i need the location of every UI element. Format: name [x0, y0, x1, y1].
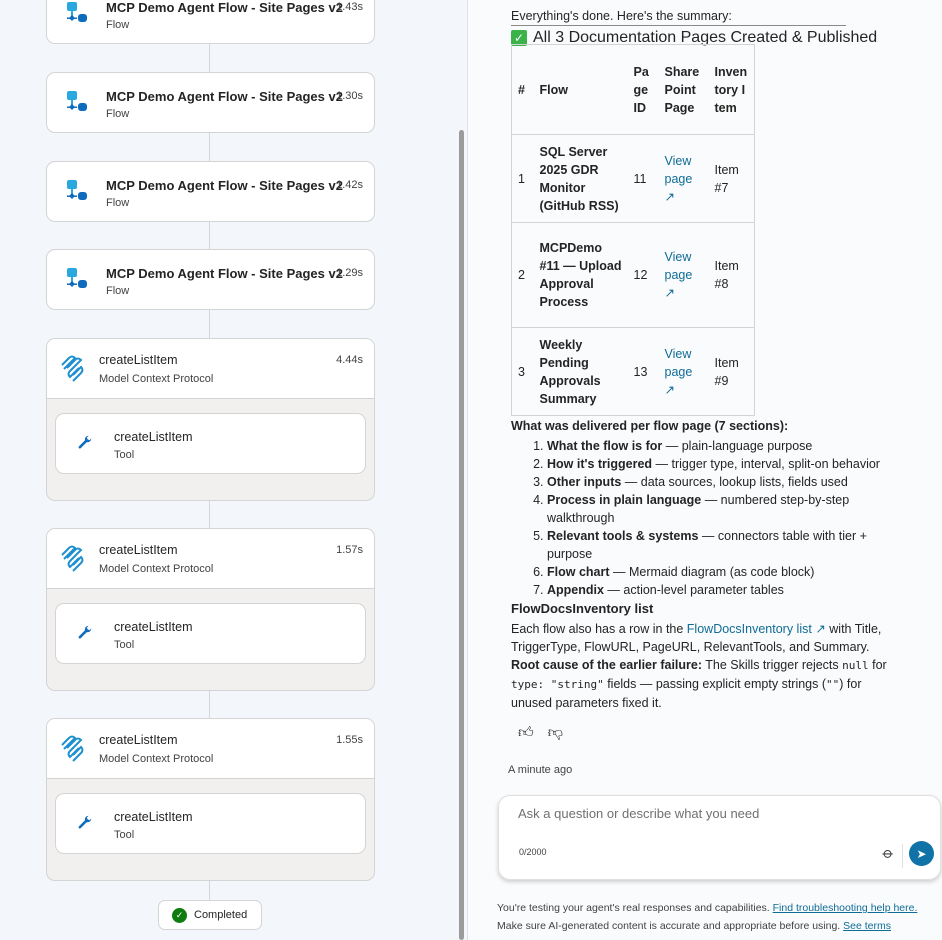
mcp-title: createListItem	[99, 543, 178, 557]
cell-page-id: 12	[628, 223, 659, 328]
root-cause-paragraph	[511, 656, 901, 712]
mcp-type: Model Context Protocol	[99, 563, 214, 575]
mcp-duration: 4.44s	[336, 354, 363, 366]
flow-title: MCP Demo Agent Flow - Site Pages v2	[106, 0, 343, 15]
col-flow: Flow	[534, 45, 628, 135]
section-item	[547, 581, 897, 599]
mcp-header[interactable]	[47, 719, 374, 779]
flow-duration: 1.42s	[336, 179, 363, 191]
tool-card[interactable]	[55, 413, 366, 474]
section-desc: — numbered step-by-step walkthrough	[547, 493, 850, 525]
mcp-header[interactable]	[47, 339, 374, 399]
char-counter: 0/2000	[519, 847, 547, 857]
section-title: What the flow is for	[547, 439, 663, 453]
flow-duration: 1.30s	[336, 90, 363, 102]
mcp-type: Model Context Protocol	[99, 373, 214, 385]
mcp-icon	[59, 735, 85, 763]
status-label: Completed	[194, 909, 248, 921]
section-title: Relevant tools & systems	[547, 529, 699, 543]
section-item	[547, 527, 897, 563]
send-icon: ➤	[916, 846, 927, 861]
mcp-title: createListItem	[99, 353, 178, 367]
cell-page-id: 13	[628, 328, 659, 416]
flow-type: Flow	[106, 108, 130, 120]
mcp-card	[46, 718, 375, 881]
section-desc: — plain-language purpose	[662, 439, 813, 453]
footer-line-1	[497, 902, 917, 914]
flow-card[interactable]	[46, 161, 375, 222]
wrench-icon	[76, 434, 102, 462]
chat-input[interactable]: Ask a question or describe what you need	[518, 806, 760, 821]
send-button[interactable]	[909, 841, 934, 866]
col-page-id: Page ID	[628, 45, 659, 135]
flow-card[interactable]	[46, 0, 375, 44]
mcp-duration: 1.57s	[336, 544, 363, 556]
text: The Skills trigger rejects	[702, 658, 843, 672]
flow-title: MCP Demo Agent Flow - Site Pages v2	[106, 178, 343, 193]
inventory-paragraph	[511, 620, 896, 656]
external-link-icon: ↗	[811, 622, 826, 636]
text: You're testing your agent's real responses and capabilities.	[497, 902, 773, 914]
table-header-row	[512, 45, 755, 135]
cell-num: 3	[512, 328, 534, 416]
wrench-icon	[76, 624, 102, 652]
tool-type: Tool	[114, 449, 135, 461]
section-desc: — connectors table with tier + purpose	[547, 529, 867, 561]
chat-panel	[470, 0, 942, 940]
section-title: Other inputs	[547, 475, 622, 489]
flow-type: Flow	[106, 285, 130, 297]
view-page-link[interactable]: View page	[664, 250, 693, 282]
section-item	[547, 473, 897, 491]
section-title: Flow chart	[547, 565, 610, 579]
cell-page-id: 11	[628, 135, 659, 223]
flow-duration: 1.29s	[336, 267, 363, 279]
text: fields — passing explicit empty strings (	[603, 677, 827, 691]
mcp-duration: 1.55s	[336, 734, 363, 746]
timestamp: A minute ago	[508, 764, 573, 776]
code: null	[842, 659, 869, 672]
section-title: How it's triggered	[547, 457, 653, 471]
thumbs-up-icon[interactable]: 👍︎	[518, 724, 534, 741]
tool-card[interactable]	[55, 603, 366, 664]
section-title: Appendix	[547, 583, 604, 597]
cell-flow: MCPDemo #11 — Upload Approval Process	[534, 223, 628, 328]
check-box-icon: ✓	[511, 30, 527, 46]
section-title: Process in plain language	[547, 493, 702, 507]
chat-composer	[498, 795, 941, 880]
divider	[902, 844, 903, 868]
flow-title: MCP Demo Agent Flow - Site Pages v2	[106, 266, 343, 281]
tool-type: Tool	[114, 829, 135, 841]
mcp-icon	[59, 545, 85, 573]
section-desc: — action-level parameter tables	[603, 583, 784, 597]
tool-card[interactable]	[55, 793, 366, 854]
wrench-icon	[76, 814, 102, 842]
text: with Title, TriggerType, FlowURL, PageURL, RelevantTools, and Summary.	[511, 622, 882, 654]
sections-list	[547, 437, 897, 599]
mcp-header[interactable]	[47, 529, 374, 589]
flow-icon	[65, 266, 91, 294]
thumbs-down-icon[interactable]: 👎︎	[547, 724, 563, 741]
scrollbar[interactable]	[459, 130, 464, 940]
table-row	[512, 328, 755, 416]
troubleshooting-link[interactable]: Find troubleshooting help here.	[772, 902, 918, 914]
mcp-card	[46, 528, 375, 691]
text: ) for unused parameters fixed it.	[511, 677, 862, 710]
tool-title: createListItem	[114, 430, 193, 444]
code: ""	[826, 678, 840, 691]
section-desc: — data sources, lookup lists, fields used	[621, 475, 848, 489]
view-page-link[interactable]: View page	[664, 153, 693, 186]
section-item	[547, 563, 897, 581]
cell-inventory-item: Item #9	[709, 328, 755, 416]
flow-type: Flow	[106, 19, 130, 31]
mcp-icon	[59, 355, 85, 383]
inventory-list-link[interactable]: FlowDocsInventory list	[686, 622, 812, 636]
text: for	[868, 658, 887, 672]
table-row	[512, 223, 755, 328]
section-desc: — Mermaid diagram (as code block)	[609, 565, 815, 579]
section-item	[547, 491, 897, 527]
view-page-link[interactable]: View page	[664, 346, 693, 379]
flow-icon	[65, 89, 91, 117]
col-inventory: Inventory Item	[709, 45, 755, 135]
flow-card[interactable]	[46, 72, 375, 133]
intro-text: Everything's done. Here's the summary:	[511, 7, 846, 26]
cell-flow: SQL Server 2025 GDR Monitor (GitHub RSS)	[534, 135, 628, 223]
tool-title: createListItem	[114, 810, 193, 824]
attach-icon[interactable]: ⌀	[878, 844, 898, 863]
col-sharepoint: Share Point Page	[659, 45, 709, 135]
check-circle-icon: ✓	[172, 908, 187, 923]
cell-inventory-item: Item #8	[709, 223, 755, 328]
flow-duration: 1.43s	[336, 1, 363, 13]
code: type: "string"	[511, 678, 604, 691]
text: Each flow also has a row in the	[511, 622, 687, 636]
cell-num: 1	[512, 135, 534, 223]
mcp-card	[46, 338, 375, 501]
tool-title: createListItem	[114, 620, 193, 634]
pages-table	[511, 44, 755, 416]
text: Make sure AI-generated content is accurate and appropriate before using.	[497, 920, 844, 932]
tool-type: Tool	[114, 639, 135, 651]
heading-text: All 3 Documentation Pages Created & Published	[533, 29, 878, 46]
footer-line-2	[497, 920, 891, 932]
cell-num: 2	[512, 223, 534, 328]
feedback-buttons	[518, 724, 563, 742]
section-item	[547, 455, 897, 473]
cell-flow: Weekly Pending Approvals Summary	[534, 328, 628, 416]
mcp-title: createListItem	[99, 733, 178, 747]
completed-status-badge	[158, 900, 262, 930]
external-link-icon: ↗	[664, 286, 675, 300]
inventory-heading: FlowDocsInventory list	[511, 601, 654, 616]
section-desc: — trigger type, interval, split-on behavior	[652, 457, 880, 471]
external-link-icon: ↗	[664, 382, 675, 397]
section-item	[547, 437, 897, 455]
mcp-type: Model Context Protocol	[99, 753, 214, 765]
agent-activity-panel	[0, 0, 468, 940]
flow-icon	[65, 178, 91, 206]
col-num: #	[512, 45, 534, 135]
table-row	[512, 135, 755, 223]
flow-card[interactable]	[46, 249, 375, 310]
cell-inventory-item: Item #7	[709, 135, 755, 223]
flow-icon	[65, 0, 91, 28]
external-link-icon: ↗	[664, 189, 675, 204]
flow-type: Flow	[106, 197, 130, 209]
root-cause-label: Root cause of the earlier failure:	[511, 658, 703, 672]
flow-title: MCP Demo Agent Flow - Site Pages v2	[106, 89, 343, 104]
see-terms-link[interactable]: See terms	[843, 920, 891, 932]
sections-heading: What was delivered per flow page (7 sections):	[511, 419, 789, 433]
